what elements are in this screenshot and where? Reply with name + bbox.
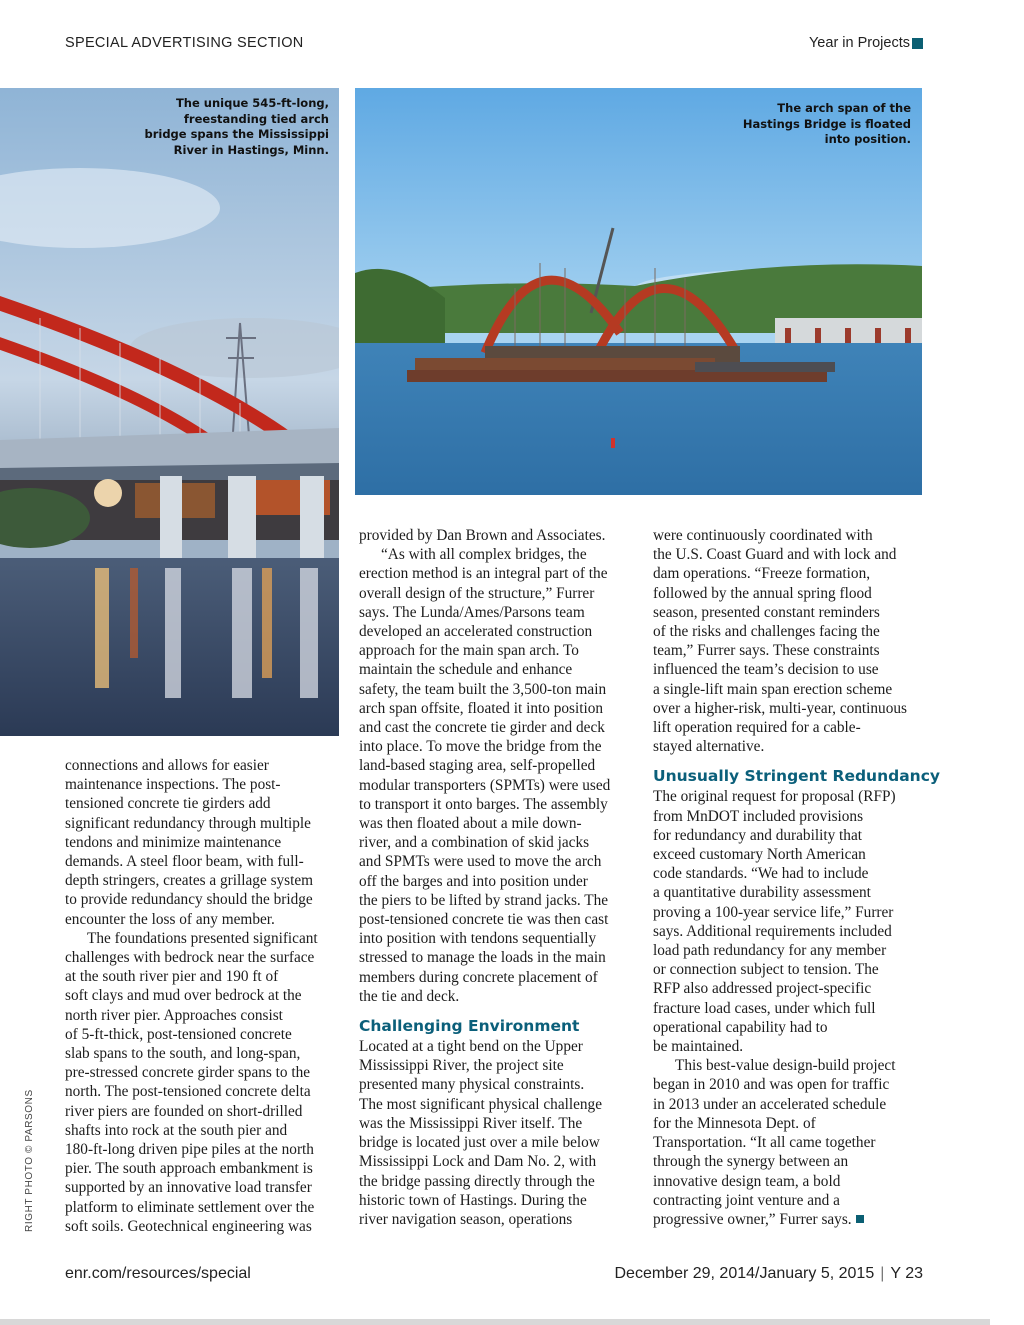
text-line: challenges with bedrock near the surface xyxy=(65,949,315,967)
text-line: slab spans to the south, and long-span, xyxy=(65,1045,301,1063)
end-mark-icon xyxy=(856,1215,864,1223)
text-line: modular transporters (SPMTs) were used xyxy=(359,776,611,794)
text-line: 180-ft-long driven pipe piles at the north xyxy=(65,1141,314,1159)
text-line: platform to eliminate settlement over the xyxy=(65,1198,315,1216)
text-line: presented many physical constraints. xyxy=(359,1076,585,1094)
footer-separator: | xyxy=(880,1265,885,1282)
text-line: season, presented constant reminders xyxy=(653,603,880,621)
text-line: were continuously coordinated with xyxy=(653,527,873,544)
header-title-text: Year in Projects xyxy=(808,35,910,51)
text-line: through the synergy between an xyxy=(653,1153,849,1171)
text-line: a single-lift main span erection scheme xyxy=(653,680,893,698)
footer-page-info xyxy=(614,1265,923,1283)
text-line: influenced the team’s decision to use xyxy=(653,661,879,679)
text-line: the piers to be lifted by strand jacks. The xyxy=(359,891,609,909)
text-line: exceed customary North American xyxy=(653,846,866,864)
header-section-label: SPECIAL ADVERTISING SECTION xyxy=(65,35,304,51)
text-line: and SPMTs were used to move the arch xyxy=(359,853,602,871)
text-line: tensioned concrete tie girders add xyxy=(65,795,271,813)
footer-date: December 29, 2014/January 5, 2015 xyxy=(614,1265,875,1282)
text-line: for the Minnesota Dept. of xyxy=(653,1114,816,1132)
text-line: was the Mississippi River itself. The xyxy=(359,1114,583,1132)
text-line: of the risks and challenges facing the xyxy=(653,623,880,641)
text-line: bridge is located just over a mile below xyxy=(359,1134,600,1152)
text-line: developed an accelerated construction xyxy=(359,623,593,641)
text-line: safety, the team built the 3,500-ton main xyxy=(359,680,607,698)
text-line: says. The Lunda/Ames/Parsons team xyxy=(359,603,585,621)
text-line: contracting joint venture and a xyxy=(653,1191,840,1209)
text-line: of 5-ft-thick, post-tensioned concrete xyxy=(65,1025,292,1043)
text-line: team,” Furrer says. These constraints xyxy=(653,642,880,660)
text-line: load path redundancy for any member xyxy=(653,942,887,960)
text-line: code standards. “We had to include xyxy=(653,865,869,883)
text-line: Located at a tight bend on the Upper xyxy=(359,1038,583,1056)
text-line: followed by the annual spring flood xyxy=(653,584,872,602)
text-line: north. The post-tensioned concrete delta xyxy=(65,1083,311,1101)
text-line: pre-stressed concrete girder spans to the xyxy=(65,1064,311,1082)
subhead-unusually-stringent-redundancy: Unusually Stringent Redundancy xyxy=(653,767,941,786)
text-line: the bridge passing directly through the xyxy=(359,1172,595,1190)
text-line: be maintained. xyxy=(653,1038,744,1056)
text-line: operational capability had to xyxy=(653,1018,828,1036)
photo-bridge-dusk xyxy=(0,88,339,736)
text-line: significant redundancy through multiple xyxy=(65,814,311,832)
text-line: members during concrete placement of xyxy=(359,968,598,986)
text-line: land-based staging area, self-propelled xyxy=(359,757,596,775)
text-line: over a higher-risk, multi-year, continuous xyxy=(653,699,907,717)
text-line: supported by an innovative load transfer xyxy=(65,1179,312,1197)
bottom-divider xyxy=(0,1319,990,1325)
text-line: overall design of the structure,” Furrer xyxy=(359,584,595,602)
text-line: shafts into rock at the south pier and xyxy=(65,1121,288,1139)
text-line: Mississippi River, the project site xyxy=(359,1057,564,1075)
text-line: dam operations. “Freeze formation, xyxy=(653,565,871,583)
last-line-text: progressive owner,” Furrer says. xyxy=(653,1210,852,1228)
text-line: tendons and minimize maintenance xyxy=(65,833,282,851)
caption-left: The unique 545-ft-long, freestanding tied arch bridge spans the Mississippi River in Hastings, Minn. xyxy=(144,96,329,157)
text-line: maintenance inspections. The post- xyxy=(65,776,281,794)
column-1 xyxy=(65,756,337,1236)
text-line: fracture load cases, under which full xyxy=(653,999,876,1017)
header-square-icon xyxy=(912,38,923,49)
column-2 xyxy=(359,526,631,1229)
text-line: erection method is an integral part of the xyxy=(359,565,608,583)
text-line: lift operation required for a cable- xyxy=(653,719,861,737)
text-line: a quantitative durability assessment xyxy=(653,884,871,902)
header-title xyxy=(809,35,923,51)
text-line: to transport it onto barges. The assembly xyxy=(359,795,608,813)
footer-page-number: Y 23 xyxy=(890,1265,923,1282)
text-line: Transportation. “It all came together xyxy=(653,1134,876,1152)
text-line: provided by Dan Brown and Associates. xyxy=(359,527,606,544)
text-line: RFP also addressed project-specific xyxy=(653,980,872,998)
text-line: innovative design team, a bold xyxy=(653,1172,841,1190)
footer-url[interactable]: enr.com/resources/special xyxy=(65,1265,251,1282)
text-line: the tie and deck. xyxy=(359,987,460,1005)
text-line: at the south river pier and 190 ft of xyxy=(65,968,279,986)
text-line: post-tensioned concrete tie was then cast xyxy=(359,911,609,929)
text-line: Mississippi Lock and Dam No. 2, with xyxy=(359,1153,597,1171)
text-line: “As with all complex bridges, the xyxy=(381,546,587,564)
text-line: the U.S. Coast Guard and with lock and xyxy=(653,546,897,564)
text-line: from MnDOT included provisions xyxy=(653,807,864,825)
text-line: connections and allows for easier xyxy=(65,757,269,774)
text-line: began in 2010 and was open for traffic xyxy=(653,1076,890,1094)
text-line: maintain the schedule and enhance xyxy=(359,661,573,679)
text-line: off the barges and into position under xyxy=(359,872,588,890)
text-line: into position with tendons sequentially xyxy=(359,930,597,948)
text-line: north river pier. Approaches consist xyxy=(65,1006,283,1024)
text-line: river, and a combination of skid jacks xyxy=(359,834,590,852)
column-3 xyxy=(653,526,941,1229)
text-line: arch span offsite, floated it into position xyxy=(359,699,603,717)
text-line: historic town of Hastings. During the xyxy=(359,1191,587,1209)
text-line: The most significant physical challenge xyxy=(359,1095,602,1113)
text-line: demands. A steel floor beam, with full- xyxy=(65,853,304,871)
text-line: for redundancy and durability that xyxy=(653,826,862,844)
text-line: into place. To move the bridge from the xyxy=(359,738,602,756)
text-line: stayed alternative. xyxy=(653,738,765,756)
text-line: and cast the concrete tie girder and deck xyxy=(359,719,605,737)
text-line: The foundations presented significant xyxy=(87,929,318,947)
text-line: The original request for proposal (RFP) xyxy=(653,788,896,806)
text-line: or connection subject to tension. The xyxy=(653,961,879,979)
text-line: pier. The south approach embankment is xyxy=(65,1160,313,1178)
text-line: was then floated about a mile down- xyxy=(359,815,582,833)
caption-right: The arch span of the Hastings Bridge is floated into position. xyxy=(742,101,911,146)
text-line: stressed to manage the loads in the main xyxy=(359,949,606,967)
text-line: approach for the main span arch. To xyxy=(359,642,579,660)
text-line: to provide redundancy should the bridge xyxy=(65,891,313,909)
text-line: encounter the loss of any member. xyxy=(65,910,275,928)
photo-arch-barge xyxy=(355,88,922,495)
text-line: depth stringers, creates a grillage system xyxy=(65,872,314,890)
text-line: soft soils. Geotechnical engineering was xyxy=(65,1217,312,1235)
text-line: soft clays and mud over bedrock at the xyxy=(65,987,302,1005)
last-text-line xyxy=(653,1210,928,1229)
text-line: says. Additional requirements included xyxy=(653,922,892,940)
photo-credit: RIGHT PHOTO © PARSONS xyxy=(24,1089,35,1232)
text-line: in 2013 under an accelerated schedule xyxy=(653,1095,887,1113)
text-line: proving a 100-year service life,” Furrer xyxy=(653,903,894,921)
text-line: This best-value design-build project xyxy=(675,1057,896,1075)
subhead-challenging-environment: Challenging Environment xyxy=(359,1017,580,1036)
text-line: river navigation season, operations xyxy=(359,1210,573,1228)
text-line: river piers are founded on short-drilled xyxy=(65,1102,303,1120)
